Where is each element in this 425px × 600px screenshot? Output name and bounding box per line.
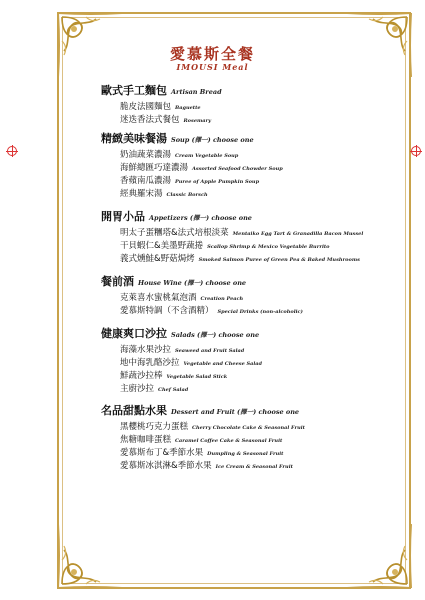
item-name-zh: 奶油蔬菜濃湯 bbox=[120, 150, 172, 160]
section-title-zh: 名品甜點水果 bbox=[101, 404, 167, 417]
item-name-zh: 干貝蝦仁&美墨野蔬捲 bbox=[120, 241, 204, 251]
section-title-en: Dessert and Fruit (擇一) choose one bbox=[171, 408, 300, 416]
item-name-en: Vegetable and Cheese Salad bbox=[183, 361, 262, 367]
section-heading bbox=[101, 129, 401, 145]
section-title-en: House Wine (擇一) choose one bbox=[138, 279, 247, 287]
item-name-zh: 海鮮總匯巧達濃湯 bbox=[120, 163, 189, 173]
item-name-zh: 迷迭香法式餐包 bbox=[120, 115, 180, 125]
item-name-zh: 地中海乳酪沙拉 bbox=[120, 358, 180, 368]
list-item bbox=[120, 456, 401, 469]
item-name-en: Ice Cream & Seasonal Fruit bbox=[215, 464, 293, 470]
item-name-en: Cream Vegetable Soup bbox=[175, 153, 239, 159]
item-name-en: Assorted Seafood Chowder Soup bbox=[192, 166, 283, 172]
section-title-en: Artisan Bread bbox=[171, 88, 222, 96]
item-name-zh: 海藻水果沙拉 bbox=[120, 345, 172, 355]
section-heading bbox=[101, 324, 401, 340]
item-name-en: Rosemary bbox=[183, 118, 212, 124]
list-item bbox=[120, 443, 401, 456]
section-title-zh: 歐式手工麵包 bbox=[101, 84, 167, 97]
item-name-en: Special Drinks (non-alcoholic) bbox=[217, 309, 303, 315]
list-item bbox=[120, 184, 401, 197]
menu-subtitle: IMOUSI Meal bbox=[176, 62, 249, 72]
list-item bbox=[120, 353, 401, 366]
item-name-zh: 克萊喜水蜜桃氣泡酒 bbox=[120, 293, 197, 303]
item-name-en: Scallop Shrimp & Mexico Vegetable Burrito bbox=[207, 244, 330, 250]
item-name-zh: 黑櫻桃巧克力蛋糕 bbox=[120, 422, 189, 432]
section-dessert bbox=[101, 401, 401, 469]
section-heading bbox=[101, 272, 401, 288]
item-name-en: Chef Salad bbox=[158, 387, 189, 393]
item-name-en: Cherry Chocolate Cake & Seasonal Fruit bbox=[192, 425, 305, 431]
item-name-zh: 愛慕斯布丁&季節水果 bbox=[120, 448, 204, 458]
section-title-zh: 餐前酒 bbox=[101, 275, 134, 288]
item-name-zh: 愛慕斯冰淇淋&季節水果 bbox=[120, 461, 212, 471]
item-name-en: Dumpling & Seasonal Fruit bbox=[207, 451, 284, 457]
item-name-en: Mentaiko Egg Tart & Granadilla Bacon Mussel bbox=[232, 231, 364, 237]
section-heading bbox=[101, 401, 401, 417]
list-item bbox=[120, 417, 401, 430]
list-item bbox=[120, 158, 401, 171]
list-item bbox=[120, 366, 401, 379]
item-name-zh: 義式燻鮭&野菇焗烤 bbox=[120, 254, 195, 264]
list-item bbox=[120, 301, 401, 314]
section-soup bbox=[101, 129, 401, 197]
item-name-en: Baguette bbox=[175, 105, 201, 111]
list-item bbox=[120, 340, 401, 353]
item-name-zh: 主廚沙拉 bbox=[120, 384, 155, 394]
section-title-en: Salads (擇一) choose one bbox=[171, 331, 260, 339]
section-title-en: Soup (擇一) choose one bbox=[171, 136, 254, 144]
item-name-en: Vegetable Salad Stick bbox=[166, 374, 228, 380]
menu-title: 愛慕斯全餐 bbox=[169, 45, 255, 63]
list-item bbox=[120, 97, 401, 110]
list-item bbox=[120, 249, 401, 262]
list-item bbox=[120, 379, 401, 392]
list-item bbox=[120, 288, 401, 301]
list-item bbox=[120, 110, 401, 123]
section-bread bbox=[101, 81, 401, 123]
list-item bbox=[120, 145, 401, 158]
item-name-en: Puree of Apple Pumpkin Soup bbox=[175, 179, 260, 185]
item-name-zh: 焦糖咖啡蛋糕 bbox=[120, 435, 172, 445]
list-item bbox=[120, 430, 401, 443]
section-title-zh: 開胃小品 bbox=[101, 210, 145, 223]
section-heading bbox=[101, 81, 401, 97]
item-name-en: Seaweed and Fruit Salad bbox=[175, 348, 245, 354]
item-name-zh: 香蘋南瓜濃湯 bbox=[120, 176, 172, 186]
item-name-zh: 脆皮法國麵包 bbox=[120, 102, 172, 112]
item-name-en: Creation Peach bbox=[200, 296, 244, 302]
section-appetizers bbox=[101, 207, 401, 262]
section-salads bbox=[101, 324, 401, 392]
section-title-en: Appetizers (擇一) choose one bbox=[149, 214, 252, 222]
list-item bbox=[120, 171, 401, 184]
item-name-zh: 愛慕斯特調（不含酒精） bbox=[120, 306, 214, 316]
section-title-zh: 健康爽口沙拉 bbox=[101, 327, 167, 340]
item-name-en: Classic Borsch bbox=[166, 192, 208, 198]
item-name-zh: 鮮蔬沙拉棒 bbox=[120, 371, 163, 381]
item-name-en: Smoked Salmon Puree of Green Pea & Baked Mushrooms bbox=[198, 257, 360, 263]
list-item bbox=[120, 223, 401, 236]
item-name-zh: 經典羅宋湯 bbox=[120, 189, 163, 199]
item-name-zh: 明太子蛋糰塔&法式培根淡菜 bbox=[120, 228, 229, 238]
section-heading bbox=[101, 207, 401, 223]
item-name-en: Caramel Coffee Cake & Seasonal Fruit bbox=[175, 438, 283, 444]
section-house-wine bbox=[101, 272, 401, 314]
list-item bbox=[120, 236, 401, 249]
section-title-zh: 精緻美味餐湯 bbox=[101, 132, 167, 145]
